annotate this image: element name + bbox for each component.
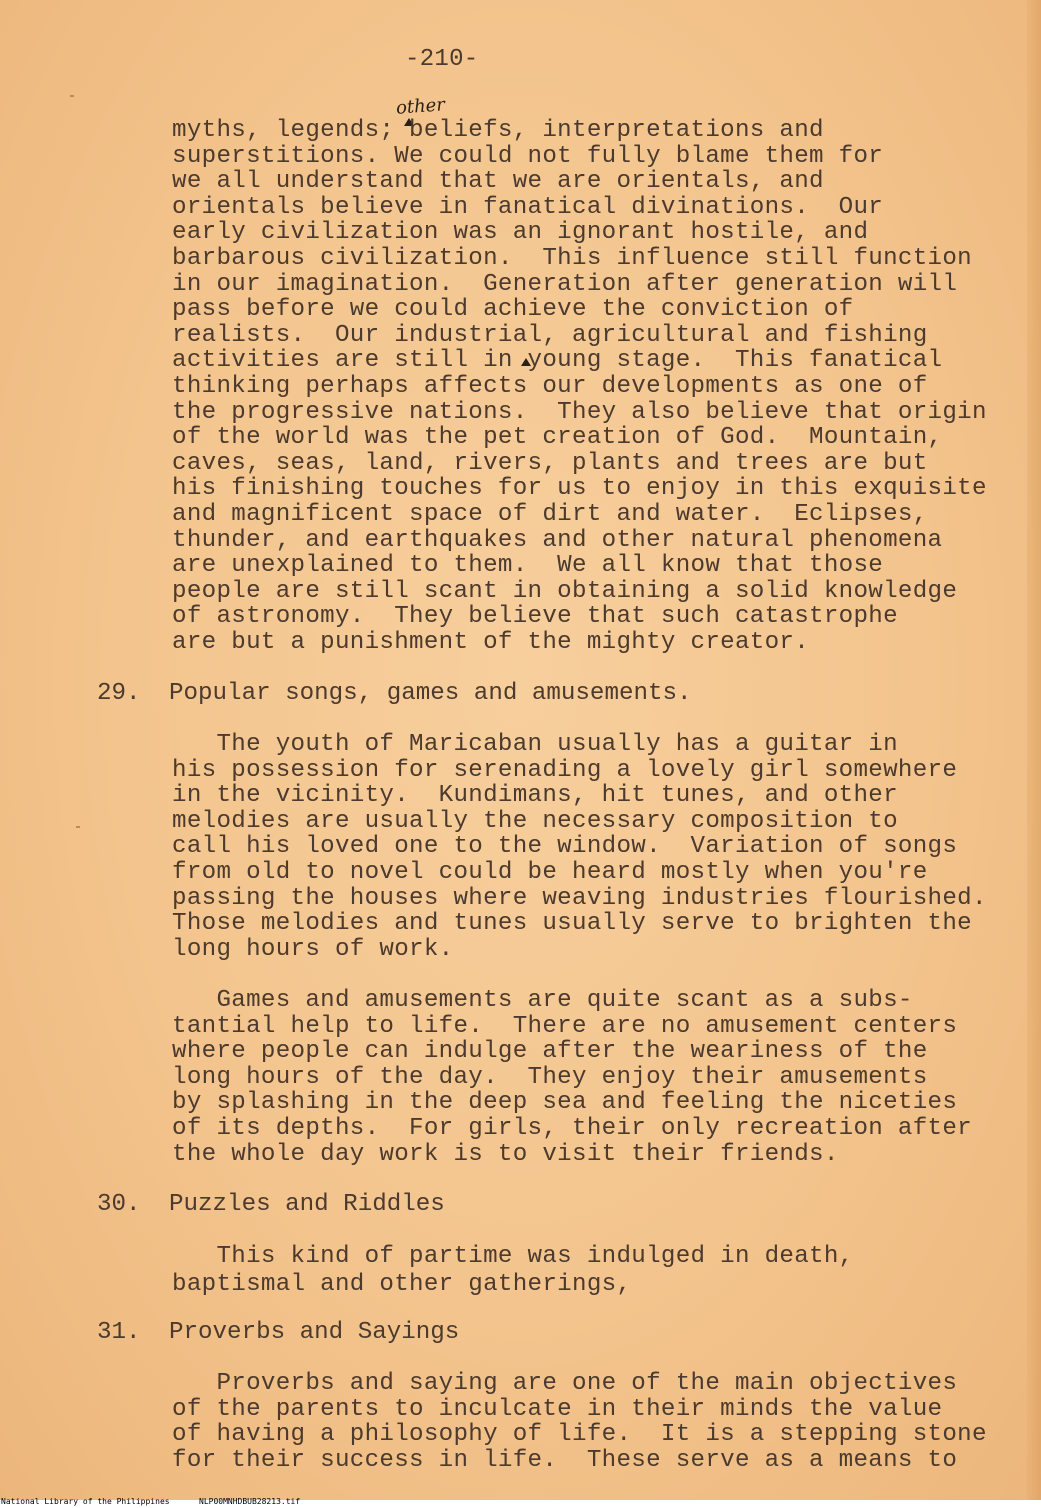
section-number: 30. [97,1191,141,1218]
text-line: Those melodies and tunes usually serve to brighten the [172,910,973,938]
section-title: Puzzles and Riddles [169,1191,445,1218]
text-line: early civilization was an ignorant hostile, and [172,219,869,247]
footer-library: National Library of the Philippines [1,1497,170,1506]
text-line: his finishing touches for us to enjoy in this exquisite [172,475,987,503]
section-number: 31. [97,1319,141,1346]
text-line: where people can indulge after the weariness of the [172,1038,928,1066]
text-line: of the parents to inculcate in their minds the value [172,1395,943,1423]
handwritten-insert: other [395,94,446,119]
paper-edge [1027,0,1041,1500]
text-line: call his loved one to the window. Variation of songs [172,833,958,861]
text-line: realists. Our industrial, agricultural and fishing [172,321,928,349]
text-line: thunder, and earthquakes and other natural phenomena [172,526,943,554]
text-line: from old to novel could be heard mostly when you're [172,858,928,886]
text-line: by splashing in the deep sea and feeling the niceties [172,1089,958,1117]
text-line: passing the houses where weaving industries flourished. [172,884,987,912]
intro-paragraph [172,118,1017,655]
text-line: the progressive nations. They also believe that origin [172,398,987,426]
text-line: orientals believe in fanatical divinations. Our [172,193,884,221]
text-line: the whole day work is to visit their friends. [172,1140,839,1168]
text-line: barbarous civilization. This influence still function [172,244,973,272]
text-line: of the world was the pet creation of God. Mountain, [172,424,943,452]
text-line: long hours of work. [172,935,454,963]
section-paragraph [172,732,1017,962]
text-line: tantial help to life. There are no amusement centers [172,1012,958,1040]
text-line: Games and amusements are quite scant as a subs- [172,987,913,1014]
page-number: -210- [405,46,479,73]
section-title: Proverbs and Sayings [169,1319,460,1346]
text-line: pass before we could achieve the conviction of [172,296,854,324]
text-line: thinking perhaps affects our developments as one of [172,372,928,400]
text-line: are but a punishment of the mighty creator. [172,628,810,656]
section-number: 29. [97,680,141,707]
text-line: activities are still in young stage. This fanatical [172,347,943,375]
text-line: long hours of the day. They enjoy their amusements [172,1063,928,1091]
text-line: for their success in life. These serve as a means to [172,1446,958,1474]
text-line: in the vicinity. Kundimans, hit tunes, and other [172,782,898,810]
paper-speck [76,826,80,828]
text-line: are unexplained to them. We all know that those [172,552,884,580]
footer-file-id: NLP00MNHDBUB28213.tif [199,1497,301,1506]
text-line: in our imagination. Generation after generation will [172,270,958,298]
text-line: caves, seas, land, rivers, plants and trees are but [172,449,928,477]
text-line: baptismal and other gatherings, [172,1270,632,1298]
text-line: people are still scant in obtaining a solid knowledge [172,577,958,605]
text-line: of its depths. For girls, their only recreation after [172,1114,973,1142]
section-paragraph [172,1243,1017,1298]
text-line: The youth of Maricaban usually has a guitar in [172,731,898,758]
text-line: Proverbs and saying are one of the main objectives [172,1370,958,1397]
section-paragraph [172,1371,1017,1473]
text-line: and magnificent space of dirt and water. Eclipses, [172,500,928,528]
text-line: melodies are usually the necessary composition to [172,807,898,835]
text-line: myths, legends; beliefs, interpretations and [172,117,824,144]
section-title: Popular songs, games and amusements. [169,680,692,707]
paper-speck [70,95,74,97]
text-line: of astronomy. They believe that such catastrophe [172,603,898,631]
text-line: superstitions. We could not fully blame them for [172,142,884,170]
text-line: This kind of partime was indulged in death, [172,1243,854,1270]
text-line: we all understand that we are orientals, and [172,168,824,196]
text-line: of having a philosophy of life. It is a stepping stone [172,1421,987,1449]
section-paragraph [172,988,1017,1167]
text-line: his possession for serenading a lovely girl somewhere [172,756,958,784]
